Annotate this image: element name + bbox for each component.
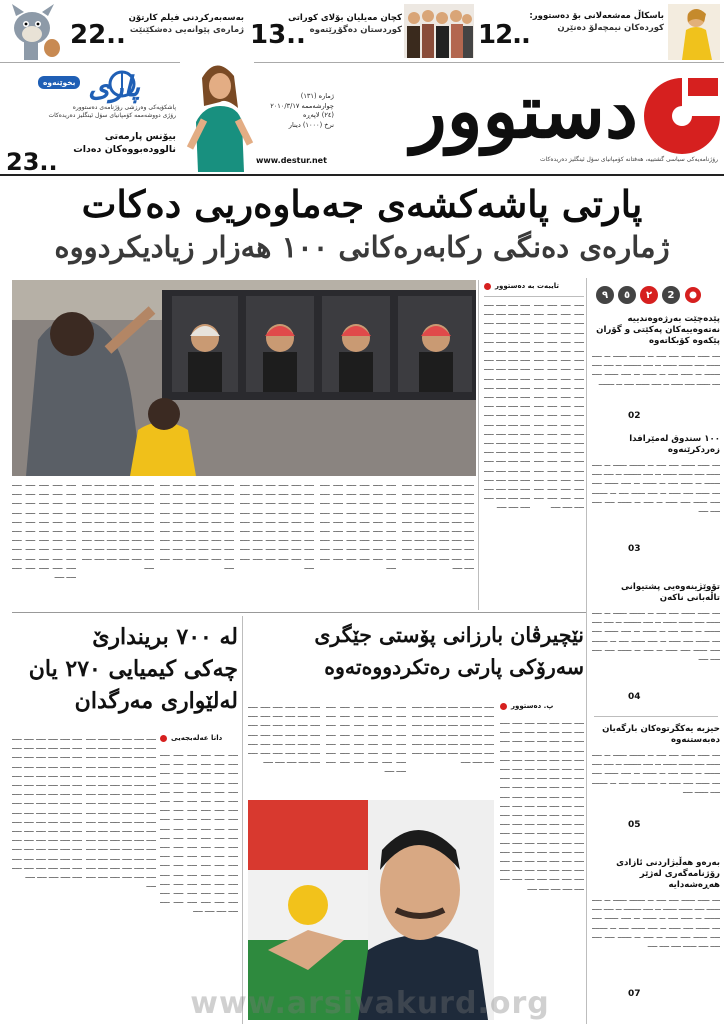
promo-box[interactable] (4, 68, 180, 176)
story2-byline-text: پ. دەستوور (511, 702, 554, 710)
sidebar-logo (596, 284, 716, 306)
sidebar-item-page: 05 (628, 820, 641, 830)
promo-photo-woman (180, 58, 254, 172)
index-sidebar (588, 278, 722, 1024)
story3-body-col-1: ـــــ ـــــ ـــــ ـــــ ـــــ ـــــ ـــــ ـــــ ـــــ ـــــ ـــــ ـــــ ـــــ ـــــ ـــــ ـــــ ـــــ ـــــ ـــــ ـــــ ـــــ ـــــ ـــــ ـــــ ـــــ ـــــ ـــــ ـــــ ـــــ ـــــ ـــــ ـــــ ـــــ ـــــ ـــــ ـــــ ـــــ ـــــ ـــــ ـــــ ـــــ ـــــ ـــــ ـــــ ـــــ ـــــ ـــــ ـــــ ـــــ ـــــ ـــــ ـــــ ـــــ ـــــ ـــــ ـــــ ـــــ ـــــ ـــــ ـــــ ـــــ ـــــ ـــــ ـــــ ـــــ ـــــ ـــــ ـــــ ـــــ ـــــ ـــــ ـــــ ـــــ ـــــ ـــــ ـــــ ـــــ ـــــ ـــــ ـــــ ـــــ ـــــ ـــــ ـــــ ـــــ ـــــ ـــــ ـــــ ـــــ ـــــ ـــــ ـــــ ـــــ ـــــ ـــــ ـــــ ـــــ ـــــ ـــــ ـــــ ـــــ ـــــ ـــــ ـــــ ـــــ ـــــ (160, 750, 238, 915)
lead-body-col-8: ـــــ ـــــ ـــــ ـــــ ـــــ ـــــ ـــــ ـــــ ـــــ ـــــ ـــــ ـــــ ـــــ ـــــ ـــــ ـــــ ـــــ ـــــ ـــــ ـــــ ـــــ ـــــ ـــــ ـــــ ـــــ ـــــ ـــــ ـــــ ـــــ ـــــ ـــــ ـــــ ـــــ ـــــ ـــــ ـــــ ـــــ ـــــ ـــــ ـــــ ـــــ ـــــ ـــــ ـــــ ـــــ ـــــ ـــــ ـــــ ـــــ ـــــ ـــــ ـــــ (12, 480, 76, 581)
teaser-text: کچان مەیلیان بۆلای کوراتی کوردستان دەگۆڕێتەوە (288, 13, 402, 35)
story2-headline-line-2: سەرۆکی پارتی رەتکردووەتەوە (324, 655, 584, 679)
bullet-icon (500, 703, 507, 710)
story3-body-col-3: ـــــ ـــــ ـــــ ـــــ ـــــ ـــــ ـــــ ـــــ ـــــ ـــــ ـــــ ـــــ ـــــ ـــــ ـــــ ـــــ ـــــ ـــــ ـــــ ـــــ ـــــ ـــــ ـــــ ـــــ ـــــ ـــــ ـــــ ـــــ ـــــ ـــــ ـــــ ـــــ ـــــ ـــــ ـــــ ـــــ ـــــ ـــــ ـــــ ـــــ ـــــ ـــــ ـــــ ـــــ ـــــ ـــــ ـــــ ـــــ ـــــ ـــــ ـــــ ـــــ ـــــ ـــــ ـــــ ـــــ ـــــ ـــــ ـــــ ـــــ ـــــ ـــــ ـــــ ـــــ ـــــ ـــــ ـــــ ـــــ ـــــ ـــــ ـــــ ـــــ ـــــ ـــــ ـــــ ـــــ ـــــ ـــــ ـــــ ـــــ ـــــ ـــــ ـــــ ـــــ ـــــ ـــــ ـــــ ـــــ ـــــ ـــــ ـــــ ـــــ ـــــ ـــــ ـــــ (12, 734, 82, 881)
sidebar-digit: ٥ (618, 286, 636, 304)
headline-line-1: پارتی پاشەکشەی جەماوەریی دەکات (81, 182, 643, 226)
sidebar-item-body: ــــ ــــــ ـــــــ ـــــ ـــــ ـــ ــــــــ ـــــــ ـــ ـــــ ـــــــ ـــــ ـــــــ ـــــــ ـــ ـــــ ـــــــــ ـــ ـــــ ـــــ ــــــــ ـــ ــــــ ـــــ ـــ ـــــــ ـــ ـــــ ـــــــ ـــــ ــــ ـــــــ ـــــ ــــــ ـــ ـــــ ـــــــ ـــــ ـــ ــــــــ (592, 351, 720, 387)
sidebar-item-body: ــــ ــــــ ـــــــ ـــــ ـــــ ـــ ــــــــ ـــــــ ـــ ـــــ ـــــــ ـــــ ـــــــ ـــــــ ـــ ـــــ ـــــــــ ـــ ـــــ ـــــ ــــــــ ـــ ــــــ ـــــ ـــ ـــــــ ـــ ـــــ ـــــــ ـــــ ــــ ـــــــ ـــــ ــــــ ـــ ـــــ ـــــــ ـــــ ـــ ــــــــ ـــــ ـــــــ ـــــ ــــــ ـــ ـــــ ـــ ـــــــ ـــــ ـــــ ـــــ ـــــ ـــــــ ـــــ ـــــ ـــــ (592, 895, 720, 950)
sidebar-item-page: 04 (628, 692, 641, 702)
sidebar-item-page: 02 (628, 411, 641, 421)
teaser-photo-girls (404, 4, 474, 58)
paper-logo[interactable] (336, 68, 724, 163)
lead-photo (12, 280, 476, 476)
story3-headline[interactable] (12, 620, 238, 730)
sidebar-item[interactable] (592, 434, 720, 574)
story2-byline (500, 702, 584, 714)
story2-headline-line-1: نێچیرڤان بارزانی پۆستی جێگری (314, 623, 584, 647)
sidebar-item[interactable] (592, 314, 720, 454)
story3-byline (160, 734, 238, 746)
promo-page-number: 23.. (6, 148, 58, 176)
headline-line-2: ژمارەی دەنگی رکابەرەکانی ١٠٠ هەزار زیادیکردووە (54, 230, 670, 264)
sidebar-digit: ٢ (640, 286, 658, 304)
lead-body-col-5: ـــــ ـــــ ـــــ ـــــ ـــــ ـــــ ـــــ ـــــ ـــــ ـــــ ـــــ ـــــ ـــــ ـــــ ـــــ ـــــ ـــــ ـــــ ـــــ ـــــ ـــــ ـــــ ـــــ ـــــ ـــــ ـــــ ـــــ ـــــ ـــــ ـــــ ـــــ ـــــ ـــــ ـــــ ـــــ ـــــ ـــــ ـــــ ـــــ ـــــ ـــــ ـــــ ـــــ ـــــ ـــــ ـــــ ـــــ ـــــ ـــــ ـــــ ـــــ ـــــ ـــــ ـــــ ـــــ (240, 480, 314, 571)
story3-byline-text: دانا عەلەبجەیی (171, 734, 223, 742)
sidebar-item-body: ــــ ــــــ ـــــــ ـــــ ـــــ ـــ ــــــــ ـــــــ ـــ ـــــ ـــــــ ـــــ ـــــــ ـــــــ ـــ ـــــ ـــــــــ ـــ ـــــ ـــــ ــــــــ ـــ ــــــ ـــــ ـــ ـــــــ ـــ ـــــ ـــــــ ـــــ ــــ ـــــــ ـــــ ــــــ ـــ ـــــ ـــــــ ـــــ ـــ ــــــــ ـــــ ـــــــ ـــــ ــــــ ـــ ـــــ ـــ ـــــــ ـــــ ـــــ ـــــ ـــــ (592, 608, 720, 663)
story3-body-col-2: ـــــ ـــــ ـــــ ـــــ ـــــ ـــــ ـــــ ـــــ ـــــ ـــــ ـــــ ـــــ ـــــ ـــــ ـــــ ـــــ ـــــ ـــــ ـــــ ـــــ ـــــ ـــــ ـــــ ـــــ ـــــ ـــــ ـــــ ـــــ ـــــ ـــــ ـــــ ـــــ ـــــ ـــــ ـــــ ـــــ ـــــ ـــــ ـــــ ـــــ ـــــ ـــــ ـــــ ـــــ ـــــ ـــــ ـــــ ـــــ ـــــ ـــــ ـــــ ـــــ ـــــ ـــــ ـــــ ـــــ ـــــ ـــــ ـــــ ـــــ ـــــ ـــــ ـــــ ـــــ ـــــ ـــــ ـــــ ـــــ ـــــ ـــــ ـــــ ـــــ ـــــ ـــــ ـــــ ـــــ ـــــ ـــــ ـــــ ـــــ ـــــ ـــــ ـــــ ـــــ ـــــ ـــــ ـــــ ـــــ ـــــ ـــــ ـــــ ـــــ ـــــ ـــــ ـــــ ـــــ ـــــ (86, 734, 156, 890)
sidebar-digit: ٩ (596, 286, 614, 304)
logo-mark-icon (640, 74, 724, 160)
story2-body-col-3: ـــــ ـــــ ـــــ ـــــ ـــــ ـــــ ـــــ ـــــ ـــــ ـــــ ـــــ ـــــ ـــــ ـــــ ـــــ ـــــ ـــــ ـــــ ـــــ ـــــ ـــــ ـــــ ـــــ ـــــ ـــــ ـــــ ـــــ ـــــ ـــــ ـــــ ـــــ ـــــ ـــــ ـــــ ـــــ ـــــ ـــــ ـــــ ـــــ ـــــ ـــــ ـــــ ـــــ ـــــ (326, 702, 406, 775)
teaser-card[interactable] (478, 4, 724, 58)
sidebar-item-head: بەرەو هەڵبژاردنی ئازادی رۆژنامەگەری لەژێر هەڕەشەدایە (616, 858, 720, 890)
lead-section-text: تایبەت بە دەستوور (495, 282, 560, 290)
story2-headline[interactable] (246, 618, 584, 698)
teaser-page-number: 12.. (478, 20, 530, 50)
sidebar-item-page: 03 (628, 544, 641, 554)
teaser-page-number: 13.. (250, 20, 306, 50)
masthead (0, 62, 724, 176)
bullet-icon (160, 735, 167, 742)
teaser-photo-cartoon (2, 4, 64, 60)
sidebar-item-head: پێدەچێت بەرژەوەندییە نەتەوەییەکان پەکێتی و گۆران پێکەوە کۆبکاتەوە (596, 314, 720, 346)
teaser-text: باسکاڵ مەشعەلانی بۆ دەستوور: کوردەکان نیمچەلۆ دەنێرن (529, 11, 664, 33)
sidebar-item[interactable] (592, 724, 720, 844)
paper-tagline: رۆژنامەیەکی سیاسی گشتییە، هەفتانە کۆمپانیای سۆل ئینگلیز دەریدەکات (540, 156, 718, 163)
sidebar-item-page: 07 (628, 989, 641, 999)
watermark-text: www.arsivakurd.org (190, 986, 550, 1021)
promo-story: بیۆنس پارمەتی نالوودەبووەکان دەدات (73, 131, 176, 155)
teaser-card[interactable] (0, 4, 248, 58)
sidebar-item-head: تۆوێژینەوەیی پشتیوانی تاڵەبانی ناکەن (620, 582, 720, 603)
promo-brand: پاری (88, 70, 140, 103)
sidebar-digit: 2 (662, 286, 680, 304)
lead-section-label (484, 282, 584, 294)
promo-brand-badge: بخوێنەوە (38, 76, 80, 89)
teaser-text: بەسەبەرکردنی فیلم کارتۆن ژمارەی پێوانەیی دەشکێنێت (128, 13, 244, 35)
lead-body-col-4: ـــــ ـــــ ـــــ ـــــ ـــــ ـــــ ـــــ ـــــ ـــــ ـــــ ـــــ ـــــ ـــــ ـــــ ـــــ ـــــ ـــــ ـــــ ـــــ ـــــ ـــــ ـــــ ـــــ ـــــ ـــــ ـــــ ـــــ ـــــ ـــــ ـــــ ـــــ ـــــ ـــــ ـــــ ـــــ ـــــ ـــــ ـــــ ـــــ ـــــ ـــــ ـــــ ـــــ ـــــ ـــــ ـــــ ـــــ ـــــ ـــــ ـــــ ـــــ ـــــ ـــــ ـــــ ـــــ (320, 480, 396, 571)
promo-logo-icon (108, 70, 136, 98)
sidebar-item[interactable] (592, 582, 720, 722)
teaser-strip (0, 0, 724, 63)
issue-info: ژمارە (١٣١) چوارشەممە ٢٠١٠/٣/١٧ (٢٤) لاپەڕە نرخ (١٠٠٠) دینار (270, 92, 334, 129)
story2-body-col-4: ـــــ ـــــ ـــــ ـــــ ـــــ ـــــ ـــــ ـــــ ـــــ ـــــ ـــــ ـــــ ـــــ ـــــ ـــــ ـــــ ـــــ ـــــ ـــــ ـــــ ـــــ ـــــ ـــــ ـــــ ـــــ ـــــ ـــــ ـــــ ـــــ ـــــ ـــــ ـــــ ـــــ ـــــ ـــــ ـــــ ـــــ ـــــ ـــــ ـــــ ـــــ (248, 702, 320, 766)
sidebar-logo-icon (684, 286, 702, 304)
lead-body-col-6: ـــــ ـــــ ـــــ ـــــ ـــــ ـــــ ـــــ ـــــ ـــــ ـــــ ـــــ ـــــ ـــــ ـــــ ـــــ ـــــ ـــــ ـــــ ـــــ ـــــ ـــــ ـــــ ـــــ ـــــ ـــــ ـــــ ـــــ ـــــ ـــــ ـــــ ـــــ ـــــ ـــــ ـــــ ـــــ ـــــ ـــــ ـــــ ـــــ ـــــ ـــــ ـــــ ـــــ ـــــ ـــــ ـــــ ـــــ ـــــ ـــــ ـــــ ـــــ ـــــ ـــــ ـــــ ـــــ (160, 480, 234, 571)
main-headline[interactable] (0, 178, 724, 272)
lead-body-col-1: ـــــ ـــــ ـــــ ـــــ ـــــ ـــــ ـــــ ـــــ ـــــ ـــــ ـــــ ـــــ ـــــ ـــــ ـــــ ـــــ ـــــ ـــــ ـــــ ـــــ ـــــ ـــــ ـــــ ـــــ ـــــ ـــــ ـــــ ـــــ ـــــ ـــــ ـــــ ـــــ ـــــ ـــــ ـــــ ـــــ ـــــ ـــــ ـــــ ـــــ ـــــ ـــــ ـــــ ـــــ ـــــ ـــــ ـــــ ـــــ ـــــ ـــــ ـــــ ـــــ ـــــ ـــــ ـــــ ـــــ ـــــ ـــــ ـــــ ـــــ ـــــ ـــــ ـــــ ـــــ ـــــ ـــــ ـــــ ـــــ ـــــ ـــــ ـــــ ـــــ ـــــ ـــــ ـــــ ـــــ ـــــ ـــــ ـــــ ـــــ ـــــ ـــــ ـــــ ـــــ ـــــ ـــــ ـــــ ـــــ ـــــ ـــــ ـــــ (534, 300, 584, 511)
story3-headline-line-1: لە ٧٠٠ بریندارێ (92, 624, 238, 650)
bullet-icon (484, 283, 491, 290)
teaser-page-number: 22.. (70, 20, 126, 50)
sidebar-item-body: ــــ ــــــ ـــــــ ـــــ ـــــ ـــ ــــــــ ـــــــ ـــ ـــــ ـــــــ ـــــ ـــــــ ـــــــ ـــ ـــــ ـــــــــ ـــ ـــــ ـــــ ــــــــ ـــ ــــــ ـــــ ـــ ـــــــ ـــ ـــــ ـــــــ ـــــ ــــ ـــــــ ـــــ ــــــ ـــ ـــــ ـــــــ ـــــ ـــ ــــــــ ـــــ ـــــــ ـــــ ــــــ ـــ ـــــ ـــ ـــــــ ـــــ ـــــ ـــــ ـــــ (592, 460, 720, 515)
lead-body-col-7: ـــــ ـــــ ـــــ ـــــ ـــــ ـــــ ـــــ ـــــ ـــــ ـــــ ـــــ ـــــ ـــــ ـــــ ـــــ ـــــ ـــــ ـــــ ـــــ ـــــ ـــــ ـــــ ـــــ ـــــ ـــــ ـــــ ـــــ ـــــ ـــــ ـــــ ـــــ ـــــ ـــــ ـــــ ـــــ ـــــ ـــــ ـــــ ـــــ ـــــ ـــــ ـــــ ـــــ ـــــ ـــــ ـــــ ـــــ ـــــ ـــــ ـــــ ـــــ ـــــ ـــــ ـــــ ـــــ (82, 480, 154, 571)
promo-desc: پاشکۆیەکی وەرزشی رۆژنامەی دەستوورە رۆژی دووشەممە کۆمپانیای سۆل ئینگلیز دەریدەکات (48, 104, 176, 119)
lead-body-col-2: ـــــ ـــــ ـــــ ـــــ ـــــ ـــــ ـــــ ـــــ ـــــ ـــــ ـــــ ـــــ ـــــ ـــــ ـــــ ـــــ ـــــ ـــــ ـــــ ـــــ ـــــ ـــــ ـــــ ـــــ ـــــ ـــــ ـــــ ـــــ ـــــ ـــــ ـــــ ـــــ ـــــ ـــــ ـــــ ـــــ ـــــ ـــــ ـــــ ـــــ ـــــ ـــــ ـــــ ـــــ ـــــ ـــــ ـــــ ـــــ ـــــ ـــــ ـــــ ـــــ ـــــ ـــــ ـــــ ـــــ ـــــ ـــــ ـــــ ـــــ ـــــ ـــــ ـــــ ـــــ ـــــ ـــــ ـــــ ـــــ ـــــ ـــــ ـــــ ـــــ ـــــ ـــــ ـــــ ـــــ ـــــ ـــــ ـــــ ـــــ ـــــ ـــــ ـــــ ـــــ ـــــ ـــــ ـــــ ـــــ ـــــ ـــــ ـــــ (484, 300, 530, 511)
sidebar-item-head: ١٠٠ سندوق لەمێرافدا زەردکرێنەوە (629, 434, 720, 455)
sidebar-item-head: حیزبە یەکگرتوەکان بارگەیان دەبەستنەوە (602, 724, 720, 745)
story3-headline-line-3: لەلێواری مەرگدان (74, 688, 238, 714)
story2-body-col-1: ـــــ ـــــ ـــــ ـــــ ـــــ ـــــ ـــــ ـــــ ـــــ ـــــ ـــــ ـــــ ـــــ ـــــ ـــــ ـــــ ـــــ ـــــ ـــــ ـــــ ـــــ ـــــ ـــــ ـــــ ـــــ ـــــ ـــــ ـــــ ـــــ ـــــ ـــــ ـــــ ـــــ ـــــ ـــــ ـــــ ـــــ ـــــ ـــــ ـــــ ـــــ ـــــ ـــــ ـــــ ـــــ ـــــ ـــــ ـــــ ـــــ ـــــ ـــــ ـــــ ـــــ ـــــ ـــــ ـــــ ـــــ ـــــ ـــــ ـــــ ـــــ ـــــ ـــــ ـــــ ـــــ ـــــ ـــــ ـــــ ـــــ ـــــ ـــــ ـــــ ـــــ ـــــ ـــــ ـــــ ـــــ ـــــ ـــــ ـــــ ـــــ ـــــ ـــــ ـــــ ـــــ ـــــ ـــــ ـــــ ـــــ ـــــ ـــــ ـــــ ـــــ ـــــ ـــــ ـــــ ـــــ ـــــ ـــــ ـــــ ـــــ ـــــ ـــــ ـــــ ـــــ ـــــ ـــــ ـــــ ـــــ ـــــ ـــــ ـــــ ـــــ ـــــ ـــــ ـــــ ـــــ ـــــ ـــــ ـــــ ـــــ ـــــ ـــــ ـــــ ـــــ ـــــ ـــــ ـــــ ـــــ ـــــ ـــــ (500, 718, 584, 892)
story2-body-col-2: ـــــ ـــــ ـــــ ـــــ ـــــ ـــــ ـــــ ـــــ ـــــ ـــــ ـــــ ـــــ ـــــ ـــــ ـــــ ـــــ ـــــ ـــــ ـــــ ـــــ ـــــ ـــــ ـــــ ـــــ ـــــ ـــــ ـــــ ـــــ ـــــ ـــــ ـــــ ـــــ ـــــ ـــــ ـــــ ـــــ ـــــ ـــــ ـــــ ـــــ ـــــ ـــــ ـــــ ـــــ ـــــ (412, 702, 494, 766)
teaser-card[interactable] (250, 4, 476, 58)
paper-name: دستوور (411, 69, 638, 155)
lead-body-col-3: ـــــ ـــــ ـــــ ـــــ ـــــ ـــــ ـــــ ـــــ ـــــ ـــــ ـــــ ـــــ ـــــ ـــــ ـــــ ـــــ ـــــ ـــــ ـــــ ـــــ ـــــ ـــــ ـــــ ـــــ ـــــ ـــــ ـــــ ـــــ ـــــ ـــــ ـــــ ـــــ ـــــ ـــــ ـــــ ـــــ ـــــ ـــــ ـــــ ـــــ ـــــ ـــــ ـــــ ـــــ ـــــ ـــــ ـــــ ـــــ ـــــ ـــــ ـــــ ـــــ ـــــ ـــــ ـــــ ـــــ (402, 480, 474, 571)
story3-headline-line-2: چەکی کیمیایی ٢٧٠ یان (28, 656, 238, 682)
sidebar-item-body: ــــ ــــــ ـــــــ ـــــ ـــــ ـــ ــــــــ ـــــــ ـــ ـــــ ـــــــ ـــــ ـــــــ ـــــــ ـــ ـــــ ـــــــــ ـــ ـــــ ـــــ ــــــــ ـــ ــــــ ـــــ ـــ ـــــــ ـــ ـــــ ـــــــ ـــــ ــــ ـــــــ ـــــ ــــــ ـــ ـــــ ـــــــ ـــــ ـــ ــــــــ ـــــ ـــــــ ـــــ (592, 750, 720, 795)
teaser-photo-woman (668, 4, 720, 60)
website-link[interactable]: www.destur.net (256, 156, 327, 165)
